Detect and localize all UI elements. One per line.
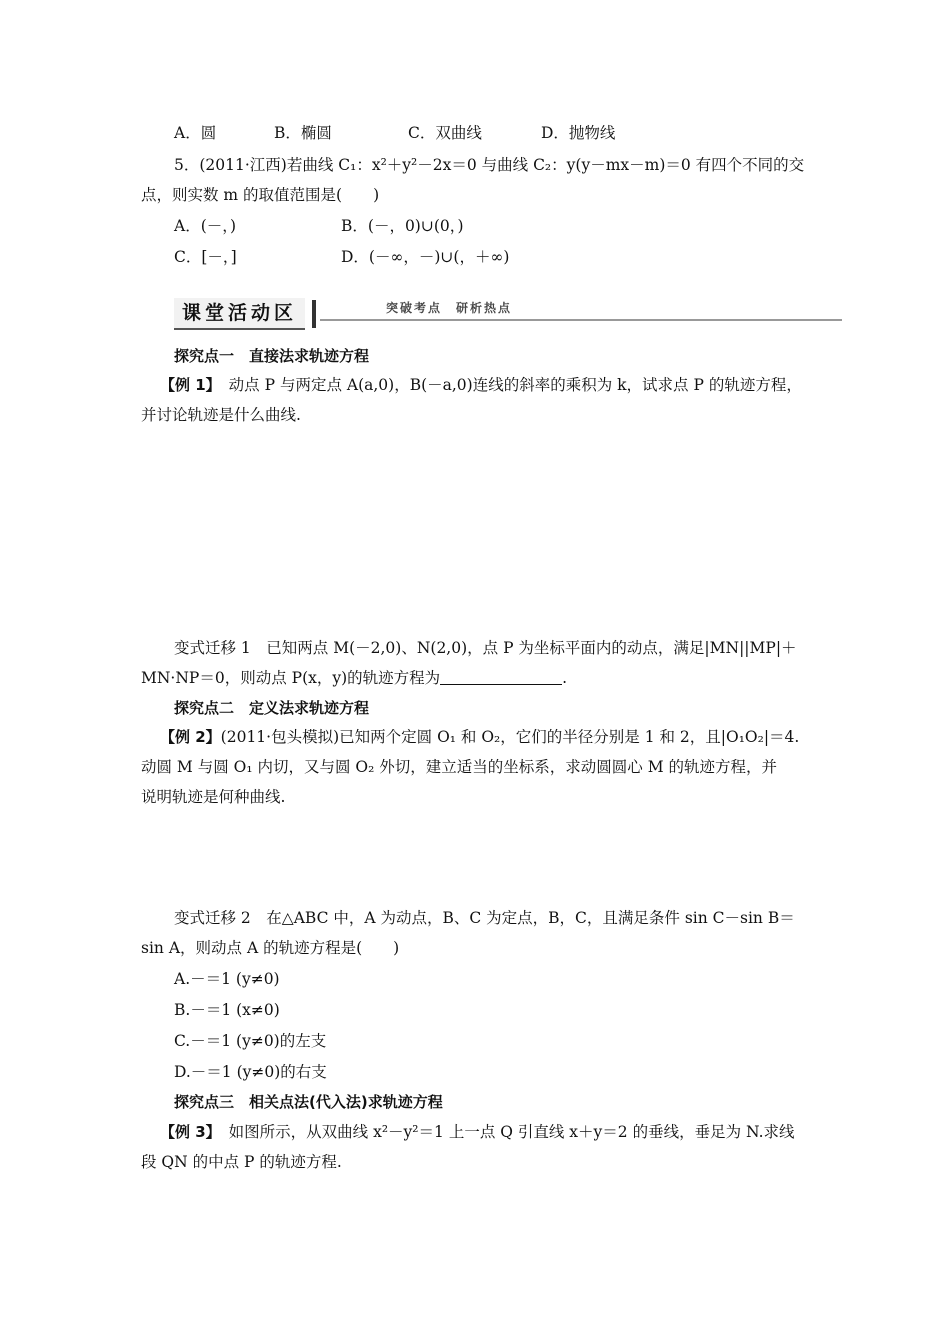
example2-line3: 说明轨迹是何种曲线. xyxy=(141,788,286,806)
banner-rule xyxy=(320,319,842,321)
q5-option-c: C．[－，] xyxy=(174,248,237,266)
q4-option-c: C．双曲线 xyxy=(408,124,482,142)
section1-heading: 探究点一 直接法求轨迹方程 xyxy=(174,347,370,365)
example3-line2: 段 QN 的中点 P 的轨迹方程. xyxy=(141,1153,342,1171)
q4-option-b: B．椭圆 xyxy=(274,124,332,142)
q5-option-b: B．(－，0)∪(0，) xyxy=(341,217,464,235)
variant1-period: . xyxy=(562,669,568,687)
variant1-line1: 变式迁移 1 已知两点 M(－2,0)、N(2,0)，点 P 为坐标平面内的动点，满足|MN||MP|＋ xyxy=(174,639,797,657)
section2-heading: 探究点二 定义法求轨迹方程 xyxy=(174,699,370,717)
banner-title: 课堂活动区 xyxy=(174,298,305,330)
example2-text: (2011·包头模拟)已知两个定圆 O₁ 和 O₂，它们的半径分别是 1 和 2，且|O₁O₂|＝4. xyxy=(220,728,800,746)
example3-text: 如图所示，从双曲线 x²－y²＝1 上一点 Q 引直线 x＋y＝2 的垂线，垂足为 N.求线 xyxy=(213,1123,795,1141)
variant2-line2: sin A，则动点 A 的轨迹方程是( ) xyxy=(141,939,400,957)
q4-option-a: A．圆 xyxy=(174,124,217,142)
example1-line2: 并讨论轨迹是什么曲线. xyxy=(141,406,301,424)
variant1-line2 xyxy=(141,668,567,688)
q5-option-a: A．(－，) xyxy=(174,217,237,235)
example3-label: 【例 3】 xyxy=(160,1123,214,1141)
example2-line1 xyxy=(160,727,799,747)
answer-blank xyxy=(440,670,562,685)
variant2-option-d: D.－＝1 (y≠0)的右支 xyxy=(174,1063,327,1081)
variant1-text: MN·NP＝0，则动点 P(x，y)的轨迹方程为 xyxy=(141,669,441,687)
example2-label: 【例 2】 xyxy=(160,728,221,746)
example1-label: 【例 1】 xyxy=(160,376,214,394)
example2-line2: 动圆 M 与圆 O₁ 内切，又与圆 O₂ 外切，建立适当的坐标系，求动圆圆心 M 的轨迹方程，并 xyxy=(141,758,778,776)
variant2-option-a: A.－＝1 (y≠0) xyxy=(174,970,280,988)
banner-divider-bar xyxy=(312,300,316,328)
q5-stem-line2: 点，则实数 m 的取值范围是( ) xyxy=(141,186,380,204)
q4-option-d: D．抛物线 xyxy=(541,124,616,142)
q5-stem-line1: 5．(2011·江西)若曲线 C₁：x²＋y²－2x＝0 与曲线 C₂：y(y－mx－m)＝0 有四个不同的交 xyxy=(174,156,805,174)
variant2-option-b: B.－＝1 (x≠0) xyxy=(174,1001,280,1019)
section3-heading: 探究点三 相关点法(代入法)求轨迹方程 xyxy=(174,1093,443,1111)
example3-line1 xyxy=(160,1122,795,1142)
variant2-option-c: C.－＝1 (y≠0)的左支 xyxy=(174,1032,327,1050)
example1-line1 xyxy=(160,375,802,395)
q5-option-d: D．(－∞，－)∪(，＋∞) xyxy=(341,248,510,266)
variant2-line1: 变式迁移 2 在△ABC 中，A 为动点，B、C 为定点，B，C，且满足条件 sin C－sin B＝ xyxy=(174,909,795,927)
section-banner xyxy=(174,298,844,330)
example1-text: 动点 P 与两定点 A(a,0)，B(－a,0)连线的斜率的乘积为 k，试求点 P 的轨迹方程， xyxy=(213,376,802,394)
banner-subtitle: 突破考点 研析热点 xyxy=(386,301,513,315)
